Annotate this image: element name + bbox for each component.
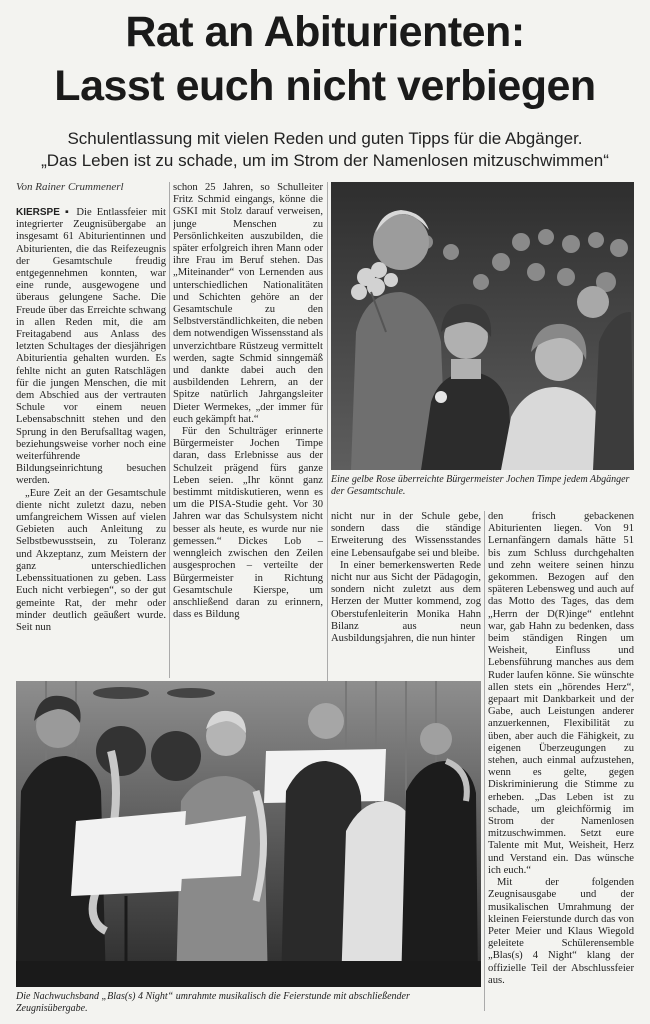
paragraph: In einer bemerkenswerten Rede nicht nur aus Sicht der Pädagogin, sondern nicht zuletzt aus dem Herzen der Mutter kommend, zog Oberstufenleiterin Monika Hahn Bilanz aus neun Ausbildungsjahren, die nun hinter	[331, 559, 481, 645]
dateline: KIERSPE	[16, 207, 60, 218]
paragraph: „Eure Zeit an der Gesamtschule diente nicht zuletzt dazu, neben umfangreichem Wissen auf vielen Gebieten auch Anleitung zu Selbstbewusstsein, zu Toleranz und Akzeptanz, zum Meistern der ganz unterschiedlichen Lebenssituationen zu geben. Lass Euch nicht verbiegen“, so der gut gemeinte Rat, der mehr oder minder deutlich geäußert wurde. Seit nun	[16, 487, 166, 633]
paragraph: Für den Schulträger erinnerte Bürgermeister Jochen Timpe daran, dass Erlebnisse aus der Schulzeit prägend fürs ganze Leben seien. „Ihr könnt ganz bestimmt mitdiskutieren, wenn es um die PISA-Studie geht. Vor 30 Jahren war das Schulsystem nicht besser als heute, es wurde nur nie gemessen.“ Dickes Lob – wenngleich zwischen den Zeilen ausgesprochen – verteilte der Bürgermeister in Richtung Gesamtschule Kierspe, um anschließend daran zu erinnern, dass es Bildung	[173, 426, 323, 621]
photo-rose-handover	[331, 182, 634, 470]
subheadline-line-2: „Das Leben ist zu schade, um im Strom der Namenlosen mitzuschwimmen“	[41, 151, 609, 170]
article-column-3	[331, 511, 481, 681]
paragraph: Mit der folgenden Zeugnisausgabe und der musikalischen Umrahmung der kleinen Feierstunde durch das von Peter Meier und Klaus Wiegold geleitete Schülerensemble „Blas(s) 4 Night“ klang der offizielle Teil der Abschlussfeier aus.	[488, 877, 634, 986]
headline-line-2: Lasst euch nicht verbiegen	[54, 62, 596, 110]
photo-caption-rose: Eine gelbe Rose überreichte Bürgermeister Jochen Timpe jedem Abgänger der Gesamtschule.	[331, 474, 630, 497]
article-column-2	[173, 182, 323, 682]
column-rule	[484, 511, 485, 1011]
paragraph: nicht nur in der Schule gebe, sondern dass die ständige Erweiterung des Wissensstandes eine Lebensaufgabe sei und bleibe.	[331, 511, 481, 559]
paragraph: den frisch gebackenen Abiturienten liegen. Von 91 Lernanfängern damals hätte 51 bis zum Schluss durchgehalten und zehn weitere seinen hinzu gekommen. Bezogen auf den späteren Lebensweg und auch auf das Motto des Tages, das dem „Herrn der D(R)inge“ entlehnt war, gab Hahn zu bedenken, dass beim ständigen Ringen um Weisheit, Einfluss und Lebensführung manches aus dem Ruder laufen könne. Sie wünschte allen stets ein „hörendes Herz“, gepaart mit Dankbarkeit und der Gabe, auch Leistungen anderer anzuerkennen, Flexibilität zu üben, aber auch die Fähigkeit, zu eigenen Überzeugungen zu stehen, auch einmal aufzustehen, wenn es gelte, gegen Diskriminierung die Stimme zu erheben. „Das Leben ist zu schade, um gleichförmig im Strom der Namenlosen mitzuschwimmen. Setzt eure Talente mit Mut, Weisheit, Herz und Verstand ein. Das wünsche ich euch.“	[488, 511, 634, 876]
column-rule	[327, 182, 328, 682]
photo-illustration	[16, 681, 481, 987]
photo-caption-band: Die Nachwuchsband „Blas(s) 4 Night“ umrahmte musikalisch die Feierstunde mit abschließender Zeugnisübergabe.	[16, 991, 410, 1014]
photo-school-band	[16, 681, 481, 987]
subheadline-line-1: Schulentlassung mit vielen Reden und guten Tipps für die Abgänger.	[67, 129, 583, 148]
photo-illustration	[331, 182, 634, 470]
headline-line-1: Rat an Abiturienten:	[125, 8, 525, 56]
paragraph: Die Entlassfeier mit integrierter Zeugnisübergabe an insgesamt 61 Abiturientinnen und Abiturienten, die das Reifezeugnis der Gesamtschule freudig entgegennehmen konnten, war eine runde, ausgewogene und überaus gelungene Sache. Die Freude über das Erreichte schwang in allen Reden mit, die am Freitagabend aus Anlass des letzten Schultages der diesjährigen Abiturientia gehalten wurden. Es fehlte nicht an guten Ratschlägen für die jungen Menschen, die mit dem Abschied aus der vertrauten Schule vor einem neuen Lebensabschnitt stehen und den Sprung in den Berufsalltag wagen, beziehungsweise vorher noch eine weiterführende Bildungseinrichtung besuchen werden.	[16, 207, 166, 487]
column-rule	[169, 182, 170, 678]
article-column-4	[488, 511, 634, 1014]
byline: Von Rainer Crummenerl	[16, 181, 124, 193]
paragraph: schon 25 Jahren, so Schulleiter Fritz Schmid eingangs, könne die GSKI mit Stolz darauf verweisen, junge Menschen zu Persönlichkeiten auszubilden, die später erfolgreich ihren Mann oder ihre Frau im Beruf stehen. Das „Miteinander“ von Lernenden aus unterschiedlichen Nationalitäten und Schichten gehöre an der Gesamtschule zu den Selbstverständlichkeiten, die neben dem notwendigen Wissensstand als unverzichtbare Rüstzeug vermittelt werden, sagte Schmid sinngemäß und dankte dabei auch den ausbildenden Lehrern, an der Spitze natürlich Jahrgangsleiter Dieter Wermekes, „der immer für euch gekämpft hat.“	[173, 182, 323, 425]
article-column-1: KIERSPE ▪ Die Entlassfeier mit integrierter Zeugnisübergabe an insgesamt 61 Abiturientinnen und Abiturienten, die das Reifezeugnis der Gesamtschule freudig entgegennehmen konnten, war eine runde, ausgewogene und überaus gelungene Sache. Die Freude über das Erreichte schwang in allen Reden mit, die am Freitagabend aus Anlass des letzten Schultages der diesjährigen Abiturientia gehalten wurden. Es fehlte nicht an guten Ratschlägen für die jungen Menschen, die mit dem Abschied aus der vertrauten Schule vor einem neuen Lebensabschnitt stehen und den Sprung in den Berufsalltag wagen, beziehungsweise vorher noch eine weiterführende Bildungseinrichtung besuchen werden. „Eure Zeit an der Gesamtschule diente nicht zuletzt dazu, neben umfangreichem Wissen auf vielen Gebieten auch Anleitung zu Selbstbewusstsein, zu Toleranz und Akzeptanz, zum Meistern der ganz unterschiedlichen Lebenssituationen zu geben. Lass Euch nicht verbiegen“, so der gut gemeinte Rat, der mehr oder minder deutlich geäußert wurde. Seit nun	[16, 207, 166, 633]
